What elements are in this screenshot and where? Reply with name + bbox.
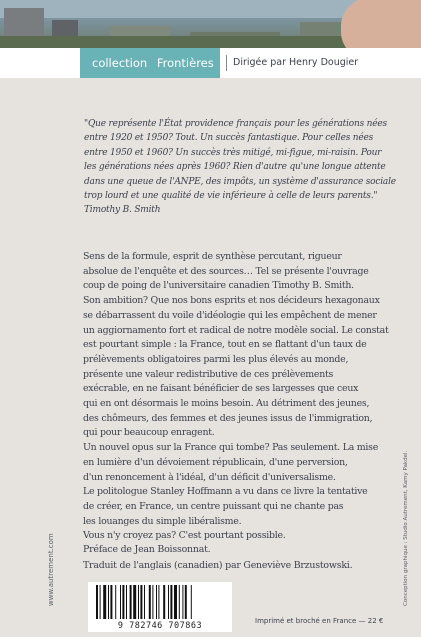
barcode-bar	[122, 585, 124, 619]
blurb-line: des chômeurs, des femmes et des jeunes issus de l'immigration,	[83, 412, 373, 424]
quote-line: les générations nées après 1960? Rien d'autre qu'une longue attente	[84, 162, 386, 173]
barcode-bar	[138, 585, 139, 619]
barcode-bar	[149, 585, 151, 619]
barcode-bar	[152, 585, 153, 619]
epigraph-quote	[84, 117, 404, 218]
blurb-line: de créer, en France, un centre puissant qui ne chante pas	[83, 500, 344, 512]
quote-line: dans une queue de l'ANPE, des impôts, un système d'assurance sociale	[84, 176, 396, 187]
barcode-bar	[130, 585, 132, 619]
blurb-line: absolue de l'enquête et des sources… Tel se présente l'ouvrage	[83, 265, 369, 277]
quote-line: trop lourd et une qualité de vie inférieure à celle de leurs parents."	[84, 191, 378, 202]
barcode-bar	[108, 585, 109, 619]
blurb-line: les louanges du simple libéralisme.	[83, 515, 242, 527]
barcode-bar	[96, 585, 98, 619]
blurb-line: Son ambition? Que nos bons esprits et nos décideurs hexagonaux	[83, 295, 380, 307]
barcode-bar	[179, 585, 180, 619]
collection-badge	[80, 48, 220, 78]
blurb-text	[83, 250, 413, 544]
barcode-bar	[174, 585, 177, 619]
barcode-bar	[100, 585, 101, 619]
publisher-website: www.autrement.com	[47, 533, 55, 606]
collection-band	[0, 48, 421, 78]
blurb-line: qui en ont désormais le moins besoin. Au détriment des jeunes,	[83, 398, 370, 410]
barcode-bars	[96, 585, 224, 619]
barcode-bar	[156, 585, 157, 619]
blurb-line: qui pour beaucoup enragent.	[83, 427, 215, 439]
series-director: Dirigée par Henry Dougier	[233, 57, 359, 68]
blurb-line: en lumière d'un dévoiement républicain, d'une perversion,	[83, 456, 348, 468]
barcode-bar	[110, 585, 112, 619]
blurb-line: prélèvements obligatoires parmi les plus élevés au monde,	[83, 353, 349, 365]
barcode-bar	[126, 585, 127, 619]
barcode-bar	[133, 585, 136, 619]
barcode-bar	[144, 585, 145, 619]
barcode-bar	[182, 585, 183, 619]
cover-photo	[0, 0, 421, 48]
book-credits	[83, 542, 403, 574]
design-credit: Conception graphique : Studio Autrement, Kamy Pakdel.	[403, 450, 409, 606]
printing-info: Imprimé et broché en France — 22 €	[255, 617, 384, 625]
barcode-bar	[163, 585, 165, 619]
barcode-bar	[120, 585, 121, 619]
barcode-bar	[158, 585, 159, 619]
barcode-bar	[191, 585, 192, 619]
quote-line: "Que représente l'État providence français pour les générations nées	[84, 119, 387, 129]
collection-label: collection	[92, 56, 148, 70]
quote-line: Timothy B. Smith	[84, 205, 161, 216]
barcode-bar	[140, 585, 142, 619]
blurb-line: Sens de la formule, esprit de synthèse percutant, rigueur	[83, 251, 342, 262]
quote-line: entre 1920 et 1950? Tout. Un succès fantastique. Pour celles nées	[84, 133, 374, 144]
collection-name: Frontières	[156, 56, 214, 70]
blurb-line: Un nouvel opus sur la France qui tombe? Pas seulement. La mise	[83, 442, 379, 454]
blurb-line: se débarrassent du voile d'idéologie qui les empêchent de mener	[83, 309, 377, 321]
blurb-line: exécrable, en ne faisant bénéficier de ses largesses que ceux	[83, 383, 359, 395]
band-divider	[226, 55, 227, 71]
blurb-line: est pourtant simple : la France, tout en se flattant d'un taux de	[83, 339, 367, 351]
quote-line: entre 1950 et 1960? Un succès très mitigé, mi-figue, mi-raisin. Pour	[84, 147, 382, 158]
blurb-line: coup de poing de l'universitaire canadien Timothy B. Smith.	[83, 280, 354, 292]
barcode-bar	[103, 585, 106, 619]
preface-credit: Préface de Jean Boissonnat.	[83, 544, 211, 555]
blurb-line: d'un renoncement à l'idéal, d'un déficit d'universalisme.	[83, 471, 336, 483]
barcode-bar	[168, 585, 169, 619]
blurb-line: Vous n'y croyez pas? C'est pourtant possible.	[83, 530, 286, 542]
barcode-bar	[170, 585, 172, 619]
barcode-bar	[115, 585, 116, 619]
photo-person	[341, 0, 421, 48]
blurb-line: présente une valeur redistributive de ces prélèvements	[83, 368, 334, 380]
blurb-line: Le politologue Stanley Hoffmann a vu dans ce livre la tentative	[83, 486, 368, 498]
isbn-barcode	[88, 582, 232, 632]
translation-credit: Traduit de l'anglais (canadien) par Geneviève Brzustowski.	[83, 560, 353, 571]
barcode-bar	[185, 585, 187, 619]
blurb-line: un aggiornamento fort et radical de notre modèle social. Le constat	[83, 324, 389, 336]
barcode-number: 9 782746 707863	[117, 621, 203, 631]
